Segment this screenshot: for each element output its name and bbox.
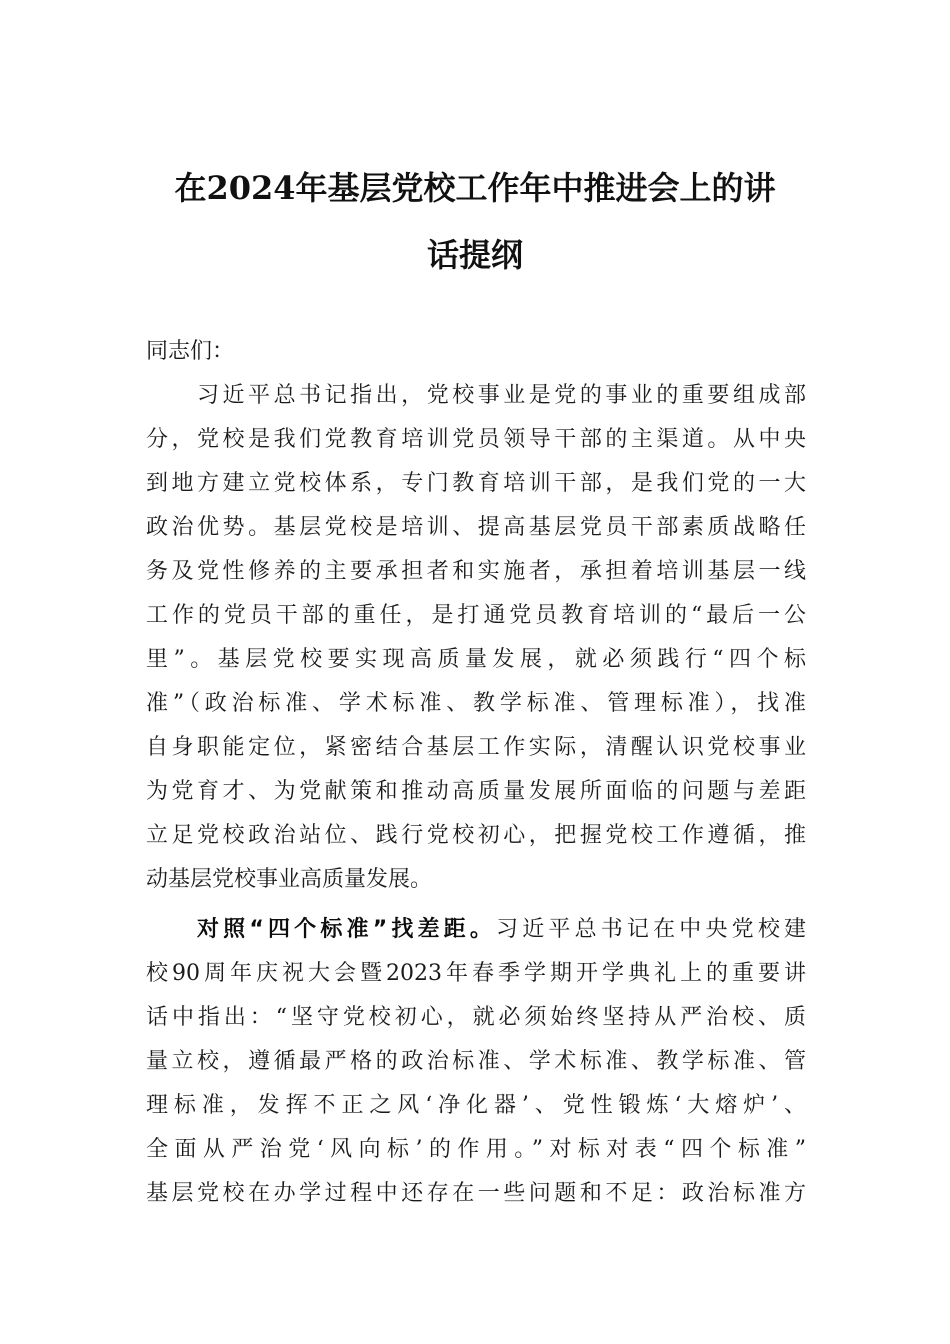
paragraph-line: 工作的党员干部的重任，是打通党员教育培训的“最后一公 bbox=[146, 603, 806, 628]
paragraph-line: 习近平总书记指出，党校事业是党的事业的重要组成部 bbox=[197, 383, 806, 408]
paragraph-line: 量立校，遵循最严格的政治标准、学术标准、教学标准、管 bbox=[146, 1049, 806, 1074]
paragraph-line: 务及党性修养的主要承担者和实施者，承担着培训基层一线 bbox=[146, 559, 806, 584]
paragraph-line: 里”。基层党校要实现高质量发展，就必须践行“四个标 bbox=[146, 647, 806, 672]
paragraph-line: 话中指出：“坚守党校初心，就必须始终坚持从严治校、质 bbox=[146, 1005, 806, 1030]
document-title-line-2: 话提纲 bbox=[426, 236, 523, 274]
paragraph-line: 校90周年庆祝大会暨2023年春季学期开学典礼上的重要讲 bbox=[146, 961, 806, 986]
paragraph-line: 立足党校政治站位、践行党校初心，把握党校工作遵循，推 bbox=[146, 823, 806, 848]
document-title-line-1: 在2024年基层党校工作年中推进会上的讲 bbox=[174, 169, 776, 207]
paragraph-line: 分，党校是我们党教育培训党员领导干部的主渠道。从中央 bbox=[146, 427, 806, 452]
paragraph-line: 动基层党校事业高质量发展。 bbox=[146, 867, 433, 892]
paragraph-line: 到地方建立党校体系，专门教育培训干部，是我们党的一大 bbox=[146, 471, 806, 496]
paragraph-line-text: 习近平总书记在中央党校建 bbox=[496, 917, 806, 942]
paragraph-line: 为党育才、为党献策和推动高质量发展所面临的问题与差距 bbox=[146, 779, 806, 804]
paragraph-line: 理标准，发挥不正之风‘净化器’、党性锻炼‘大熔炉’、 bbox=[146, 1093, 806, 1118]
section-heading-inline: 对照“四个标准”找差距。 bbox=[197, 917, 497, 942]
salutation: 同志们： bbox=[146, 339, 235, 364]
paragraph-line: 全面从严治党‘风向标’的作用。”对标对表“四个标准” bbox=[146, 1137, 806, 1162]
paragraph-line bbox=[197, 908, 806, 952]
paragraph-line: 政治优势。基层党校是培训、提高基层党员干部素质战略任 bbox=[146, 515, 806, 540]
paragraph-line: 自身职能定位，紧密结合基层工作实际，清醒认识党校事业 bbox=[146, 735, 806, 760]
paragraph-line: 准”（政治标准、学术标准、教学标准、管理标准），找准 bbox=[146, 691, 806, 716]
paragraph-line: 基层党校在办学过程中还存在一些问题和不足：政治标准方 bbox=[146, 1181, 806, 1206]
